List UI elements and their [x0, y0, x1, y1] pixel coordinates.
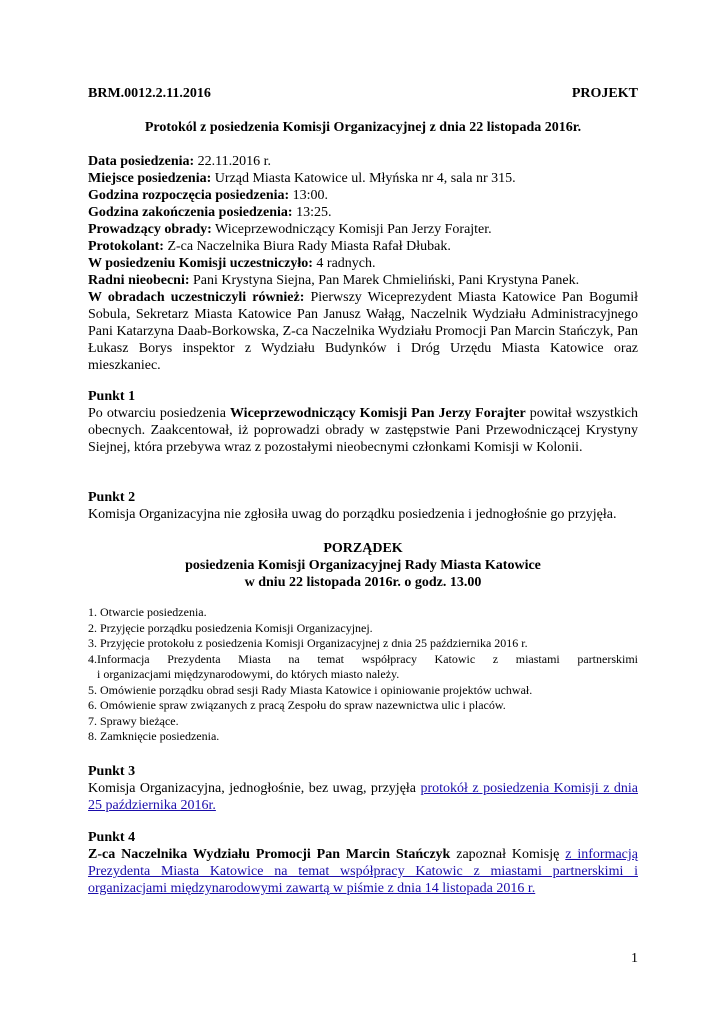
- meeting-details: [88, 153, 638, 374]
- meta-line: Protokolant: Z-ca Naczelnika Biura Rady Miasta Rafał Dłubak.: [88, 239, 451, 254]
- meta-line: Godzina rozpoczęcia posiedzenia: 13:00.: [88, 188, 329, 203]
- status-label: PROJEKT: [571, 86, 638, 101]
- section-punkt-2: [88, 489, 638, 523]
- meta-line: W posiedzeniu Komisji uczestniczyło: 4 radnych.: [88, 256, 376, 271]
- participants-paragraph: W obradach uczestniczyli również: Pierwszy Wiceprezydent Miasta Katowice Pan Bogumił Sobula, Sekretarz Miasta Katowice Pan Janusz Wałąg, Naczelnik Wydziału Administracyjnego Pani Katarzyna Daab-Borkowska, Z-ca Naczelnika Wydziału Promocji Pan Marcin Stańczyk, Pan Łukasz Borys inspektor z Wydziału Budynków i Dróg Urzędu Miasta Katowice oraz mieszkaniec.: [88, 290, 638, 373]
- meta-line: Data posiedzenia: 22.11.2016 r.: [88, 154, 272, 169]
- agenda-item: 3. Przyjęcie protokołu z posiedzenia Komisji Organizacyjnej z dnia 25 października 2016 r.: [88, 636, 528, 650]
- section-heading: Punkt 2: [88, 490, 136, 505]
- agenda-item: 1. Otwarcie posiedzenia.: [88, 605, 207, 619]
- section-punkt-3: [88, 763, 638, 814]
- reference-number: BRM.0012.2.11.2016: [88, 86, 211, 101]
- section-body: Z-ca Naczelnika Wydziału Promocji Pan Marcin Stańczyk zapoznał Komisję z informacją Prezydenta Miasta Katowice na temat współpracy Katowic z miastami partnerskimi i organizacjami międzynarodowymi zawartą w piśmie z dnia 14 listopada 2016 r.: [88, 847, 639, 896]
- document-title: Protokól z posiedzenia Komisji Organizacyjnej z dnia 22 listopada 2016r.: [144, 120, 582, 135]
- meta-line: Radni nieobecni: Pani Krystyna Siejna, Pan Marek Chmieliński, Pani Krystyna Panek.: [88, 273, 580, 288]
- agenda-item: 5. Omówienie porządku obrad sesji Rady Miasta Katowice i opiniowanie projektów uchwał.: [88, 682, 533, 697]
- section-punkt-4: [88, 829, 638, 897]
- meta-line: Miejsce posiedzenia: Urząd Miasta Katowice ul. Młyńska nr 4, sala nr 315.: [88, 171, 516, 186]
- agenda-subtitle: posiedzenia Komisji Organizacyjnej Rady Miasta Katowice: [185, 558, 541, 573]
- section-heading: Punkt 4: [88, 830, 136, 845]
- agenda-item: 8. Zamknięcie posiedzenia.: [88, 729, 220, 743]
- document-header: [88, 86, 638, 102]
- page-number: 1: [631, 951, 638, 966]
- section-body: Komisja Organizacyjna, jednogłośnie, bez uwag, przyjęła protokół z posiedzenia Komisji z dnia 25 października 2016r.: [88, 781, 638, 813]
- agenda-title: PORZĄDEK: [323, 541, 403, 556]
- section-body: Po otwarciu posiedzenia Wiceprzewodniczący Komisji Pan Jerzy Forajter powitał wszystkich obecnych. Zaakcentował, iż poprowadzi obrady w zastępstwie Pani Przewodniczącej Krystyny Siejnej, która przebywa wraz z pozostałymi nieobecnymi członkami Komisji w Kolonii.: [88, 406, 638, 455]
- protocol-link[interactable]: protokół z posiedzenia Komisji z dnia 25 października 2016r.: [88, 781, 638, 813]
- agenda-heading: [88, 540, 638, 591]
- meta-line: Godzina zakończenia posiedzenia: 13:25.: [88, 205, 332, 220]
- agenda-list: [88, 605, 638, 745]
- section-punkt-1: [88, 388, 638, 456]
- section-heading: Punkt 3: [88, 764, 136, 779]
- section-heading: Punkt 1: [88, 389, 136, 404]
- meta-line: Prowadzący obrady: Wiceprzewodniczący Komisji Pan Jerzy Forajter.: [88, 222, 492, 237]
- agenda-item: 2. Przyjęcie porządku posiedzenia Komisji Organizacyjnej.: [88, 620, 373, 635]
- agenda-item: 7. Sprawy bieżące.: [88, 713, 179, 728]
- agenda-date: w dniu 22 listopada 2016r. o godz. 13.00: [244, 575, 482, 590]
- section-body: Komisja Organizacyjna nie zgłosiła uwag do porządku posiedzenia i jednogłośnie go przyjęła.: [88, 507, 617, 522]
- agenda-item: 4.Informacja Prezydenta Miasta na temat współpracy Katowic z miastami partnerskimi: [88, 651, 638, 666]
- agenda-item-continuation: i organizacjami międzynarodowymi, do których miasto należy.: [97, 667, 400, 681]
- agenda-item: 6. Omówienie spraw związanych z pracą Zespołu do spraw nazewnictwa ulic i placów.: [88, 698, 506, 712]
- information-link[interactable]: z informacją Prezydenta Miasta Katowice na temat współpracy Katowic z miastami partnerskimi i organizacjami międzynarodowymi zawartą w piśmie z dnia 14 listopada 2016 r.: [88, 847, 639, 896]
